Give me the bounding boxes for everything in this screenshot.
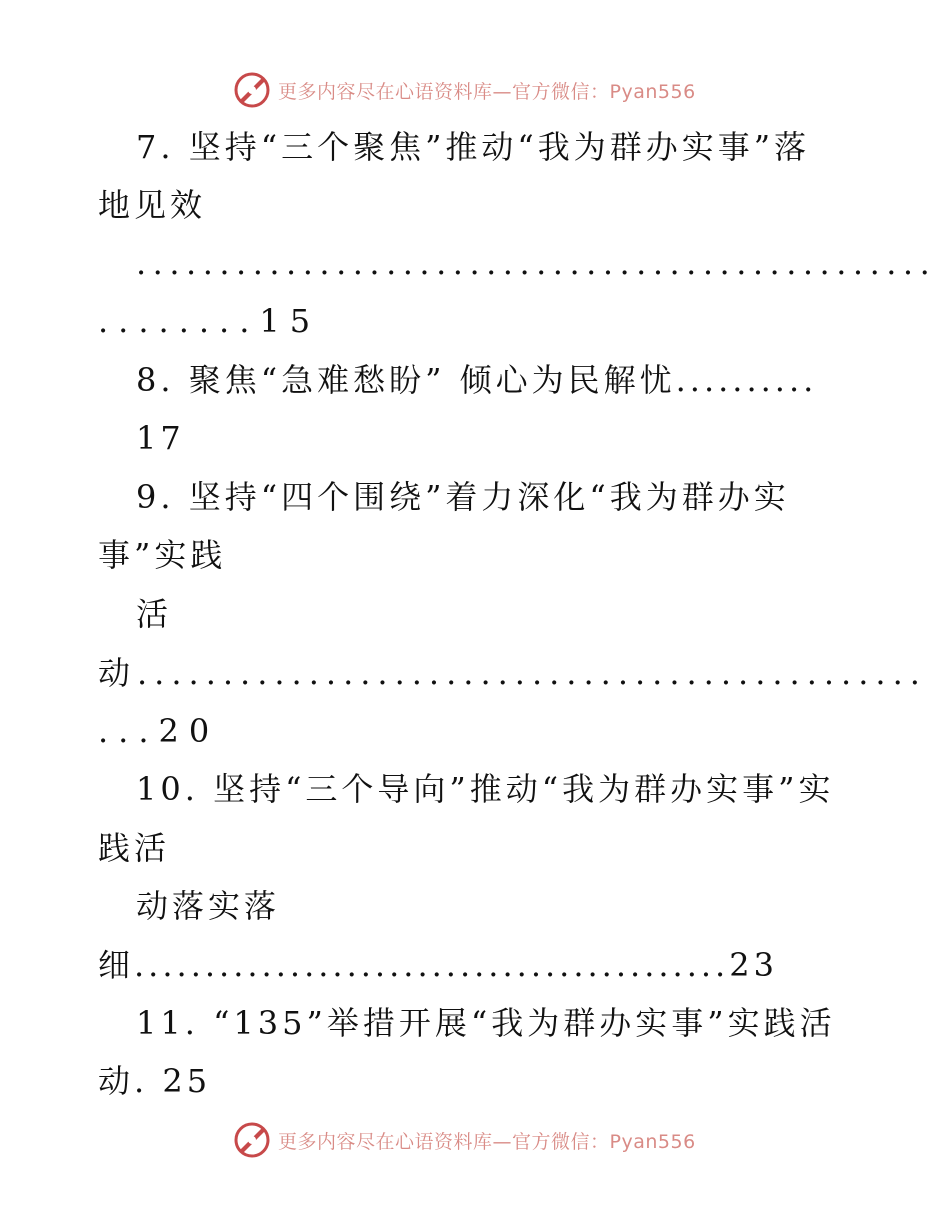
toc-page-number: ...20 bbox=[98, 712, 220, 750]
toc-entry-9-line2: 事”实践 bbox=[98, 536, 227, 574]
toc-entry-10-line2: 践活 bbox=[98, 829, 171, 867]
toc-leader-dots: ................................................ bbox=[136, 244, 937, 282]
header-banner bbox=[232, 70, 696, 110]
toc-entry-9-line4: 动.............................................. bbox=[98, 654, 927, 692]
pen-logo-icon bbox=[232, 70, 272, 110]
toc-entry-9-line3: 活 bbox=[136, 595, 173, 633]
header-banner-text: 更多内容尽在心语资料库—官方微信：Pyan556 bbox=[278, 80, 696, 103]
toc-entry-7-line1: 7. 坚持“三个聚焦”推动“我为群办实事”落 bbox=[136, 128, 811, 166]
toc-entry-10-line1: 10. 坚持“三个导向”推动“我为群办实事”实 bbox=[136, 770, 835, 808]
toc-entry-9-line1: 9. 坚持“四个围绕”着力深化“我为群办实 bbox=[136, 478, 790, 516]
toc-entry-7-line2: 地见效 bbox=[98, 186, 207, 224]
footer-banner-text: 更多内容尽在心语资料库—官方微信：Pyan556 bbox=[278, 1130, 696, 1153]
toc-page-number: 17 bbox=[136, 419, 185, 457]
toc-entry-10-line4: 细..........................................23 bbox=[98, 946, 778, 984]
toc-entry-10-line3: 动落实落 bbox=[136, 887, 281, 925]
toc-entry-11-line2: 动. 25 bbox=[98, 1062, 212, 1100]
toc-entry-11-line1: 11. “135”举措开展“我为群办实事”实践活 bbox=[136, 1004, 836, 1042]
toc-page-number: ........15 bbox=[98, 302, 321, 340]
toc-entry-8-line1: 8. 聚焦“急难愁盼” 倾心为民解忧.......... bbox=[136, 361, 818, 399]
pen-logo-icon bbox=[232, 1120, 272, 1160]
footer-banner bbox=[232, 1120, 696, 1160]
